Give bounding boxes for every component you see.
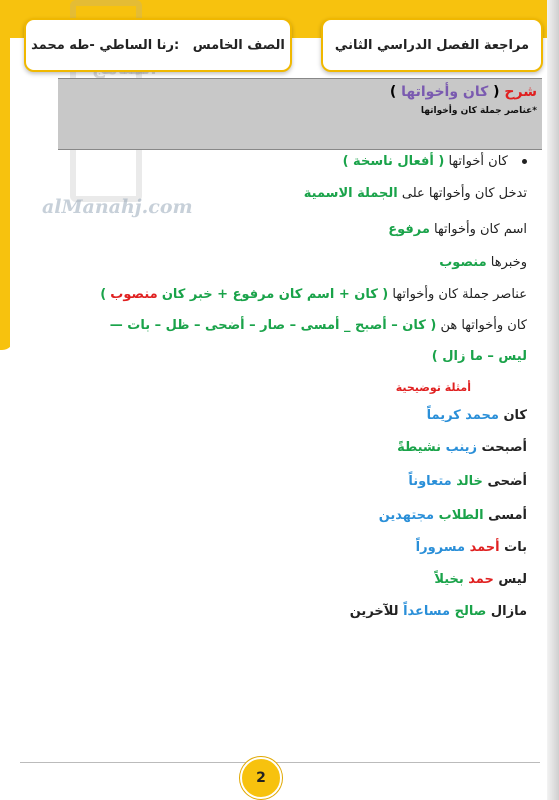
line2-text: تدخل كان وأخواتها على (401, 186, 527, 201)
example-noun: أحمد (469, 540, 500, 555)
example-noun: خالد (456, 474, 483, 489)
example-row (379, 508, 527, 523)
example-predicate: نشيطةً (397, 440, 442, 455)
line5-red: منصوب (110, 287, 158, 302)
page-number-badge (240, 757, 282, 799)
right-page-edge (547, 0, 559, 800)
line6-text: كان وأخواتها هن (440, 318, 527, 333)
example-noun: محمد (465, 408, 499, 423)
header-class-teachers: الصف الخامس :رنا الساطي -طه محمد (31, 37, 285, 53)
content-line-6 (110, 318, 527, 333)
example-row (350, 604, 527, 619)
line4-highlight: منصوب (439, 255, 487, 270)
line5-highlight: ( كان + اسم كان مرفوع + خبر كان (161, 287, 389, 302)
example-verb: مازال (490, 604, 527, 619)
bullet-icon (522, 159, 527, 164)
content-line-5 (100, 287, 527, 302)
content-line-4 (439, 255, 527, 270)
example-noun: حمد (468, 572, 494, 587)
example-row (416, 540, 527, 555)
example-predicate: بخيلاً (434, 572, 464, 587)
topic-close-paren: ) (389, 84, 397, 100)
line1-text: كان أخواتها (448, 154, 508, 169)
topic-name: كان وأخواتها (401, 84, 489, 100)
example-noun: صالح (454, 604, 487, 619)
example-row (434, 572, 527, 587)
content-line-2 (304, 186, 527, 201)
example-verb: أصبحت (481, 440, 527, 455)
page-number: 2 (256, 770, 266, 786)
example-noun: زينب (445, 440, 477, 455)
content-line-3 (388, 222, 527, 237)
topic-title-word: شرح (504, 84, 537, 100)
example-predicate: مساعداً (403, 604, 451, 619)
example-row (427, 408, 527, 423)
example-predicate: متعاوناً (408, 474, 452, 489)
line3-text: اسم كان وأخواتها (434, 222, 527, 237)
line5-text: عناصر جملة كان وأخواتها (392, 287, 527, 302)
example-verb: كان (503, 408, 527, 423)
line4-text: وخبرها (490, 255, 527, 270)
watermark-site: alManahj.com (42, 196, 193, 218)
example-verb: ليس (498, 572, 527, 587)
example-row (408, 474, 527, 489)
example-verb: أضحى (487, 474, 527, 489)
example-row (397, 440, 527, 455)
topic-open-paren: ( (493, 84, 500, 100)
content-line-7: ليس – ما زال ) (431, 349, 527, 364)
line5-close: ) (100, 287, 107, 302)
example-predicate: مسروراً (415, 540, 466, 555)
topic-subtitle: *عناصر جملة كان وأخواتها (420, 106, 537, 116)
left-stripe-inner (10, 38, 16, 350)
header-title-box (321, 18, 543, 72)
line2-highlight: الجملة الاسمية (303, 186, 398, 201)
header-title: مراجعة الفصل الدراسي الثاني (334, 37, 530, 53)
example-predicate: مجتهدين (378, 508, 435, 523)
example-noun: الطلاب (438, 508, 484, 523)
footer-divider (20, 762, 540, 763)
header-class-box (24, 18, 292, 72)
topic-title (390, 84, 537, 100)
line6-highlight: ( كان – أصبح _ أمسى – صار – أضحى – ظل – بات — (109, 318, 437, 333)
example-extra: للآخرين (349, 604, 399, 619)
content-line-1 (343, 154, 527, 169)
example-verb: أمسى (488, 508, 527, 523)
line1-highlight: ( أفعال ناسخة ) (342, 154, 445, 169)
line3-highlight: مرفوع (388, 222, 430, 237)
example-predicate: كريماً (426, 408, 461, 423)
examples-heading: أمثلة توضيحية (395, 381, 471, 394)
example-verb: بات (504, 540, 527, 555)
